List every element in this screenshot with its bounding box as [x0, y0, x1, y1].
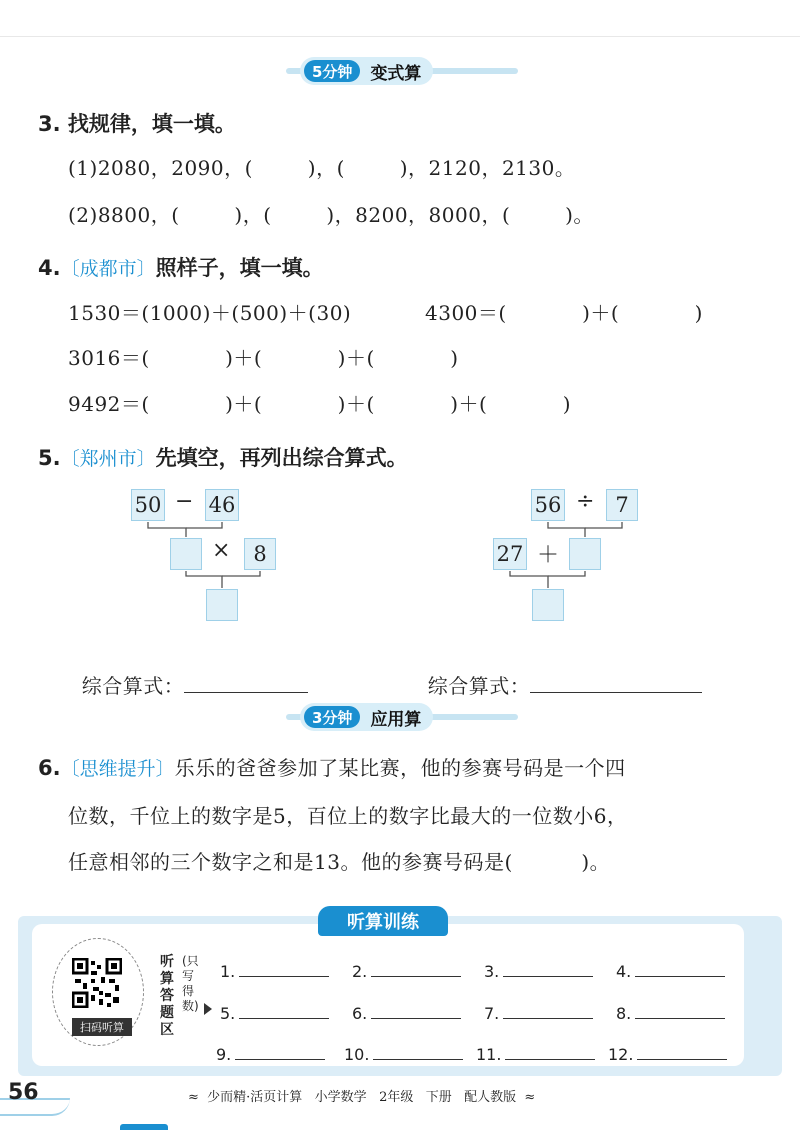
- question-6-line-3: 任意相邻的三个数字之和是13。他的参赛号码是( )。: [68, 850, 611, 874]
- source-tag: 〔郑州市〕: [60, 448, 156, 470]
- answer-slot[interactable]: 9.: [216, 1045, 325, 1064]
- question-4-row-2: 3016＝( )＋( )＋( ): [68, 346, 459, 370]
- question-3-line-1: (1)2080，2090，( )，( )，2120，2130。: [68, 156, 576, 180]
- divide-operator: ÷: [576, 489, 595, 514]
- question-3-line-2: (2)8800，( )，( )，8200，8000，( )。: [68, 203, 594, 227]
- question-title: 先填空，再列出综合算式。: [155, 446, 408, 470]
- answer-box[interactable]: [206, 589, 238, 621]
- question-4-row-1: 4300＝( )＋( ): [425, 301, 703, 325]
- answer-slot[interactable]: 4.: [616, 962, 725, 981]
- question-title: 照样子，填一填。: [155, 256, 324, 280]
- question-text-1: 乐乐的爸爸参加了某比赛，他的参赛号码是一个四: [174, 756, 626, 780]
- number-box: 8: [244, 538, 276, 570]
- time-badge: 5分钟: [304, 60, 360, 82]
- footer-text: ≈ 少而精·活页计算 小学数学 2年级 下册 配人教版 ≈: [188, 1090, 536, 1105]
- answer-slot[interactable]: 2.: [352, 962, 461, 981]
- formula-label-text: 综合算式：: [81, 674, 185, 698]
- question-6-heading: [38, 752, 626, 781]
- number-box: 50: [131, 489, 165, 521]
- answer-slot[interactable]: 8.: [616, 1004, 725, 1023]
- question-4-row-3: 9492＝( )＋( )＋( )＋( ): [68, 392, 572, 416]
- multiply-operator: ×: [212, 538, 231, 563]
- question-3-heading: 3. 找规律，填一填。: [38, 112, 236, 136]
- answer-slot[interactable]: 6.: [352, 1004, 461, 1023]
- answer-box[interactable]: [569, 538, 601, 570]
- answer-slot[interactable]: 7.: [484, 1004, 593, 1023]
- number-box: 7: [606, 489, 638, 521]
- source-tag: 〔思维提升〕: [60, 758, 175, 780]
- question-6-line-2: 位数，千位上的数字是5，百位上的数字比最大的一位数小6，: [68, 804, 628, 828]
- formula-label-text: 综合算式：: [427, 674, 531, 698]
- number-box: 46: [205, 489, 239, 521]
- listening-area: [18, 916, 782, 1076]
- combined-formula-label: [414, 646, 702, 699]
- section-title: 变式算: [370, 63, 422, 84]
- listening-panel: [32, 924, 744, 1066]
- answer-slot[interactable]: 11.: [476, 1045, 595, 1064]
- answer-box[interactable]: [170, 538, 202, 570]
- answer-line[interactable]: [184, 672, 308, 693]
- footer-accent: [120, 1124, 168, 1130]
- section-title: 应用算: [370, 709, 422, 730]
- question-number: 4.: [38, 256, 61, 280]
- answer-slot[interactable]: 10.: [344, 1045, 463, 1064]
- answer-box[interactable]: [532, 589, 564, 621]
- answer-slot[interactable]: 12.: [608, 1045, 727, 1064]
- section-header-applied: [0, 702, 800, 732]
- page-number: 56: [8, 1080, 39, 1105]
- qr-code-icon[interactable]: [72, 958, 122, 1008]
- question-number: 6.: [38, 756, 61, 780]
- answer-area-note: (只写得数): [182, 954, 199, 1013]
- plus-operator: ＋: [537, 543, 560, 568]
- question-number: 5.: [38, 446, 61, 470]
- listening-title: 听算训练: [318, 906, 448, 936]
- answer-line[interactable]: [530, 672, 702, 693]
- number-box: 56: [531, 489, 565, 521]
- time-badge: 3分钟: [304, 706, 360, 728]
- question-4-example: 1530＝(1000)＋(500)＋(30): [68, 301, 352, 325]
- answer-slot[interactable]: 1.: [220, 962, 329, 981]
- answer-slot[interactable]: 3.: [484, 962, 593, 981]
- combined-formula-label: [68, 646, 308, 699]
- answer-slot[interactable]: 5.: [220, 1004, 329, 1023]
- qr-caption: 扫码听算: [72, 1018, 132, 1036]
- arrow-right-icon: [204, 1003, 212, 1015]
- number-box: 27: [493, 538, 527, 570]
- minus-operator: −: [175, 489, 194, 514]
- source-tag: 〔成都市〕: [60, 258, 156, 280]
- answer-area-label: 听算答题区: [160, 954, 174, 1038]
